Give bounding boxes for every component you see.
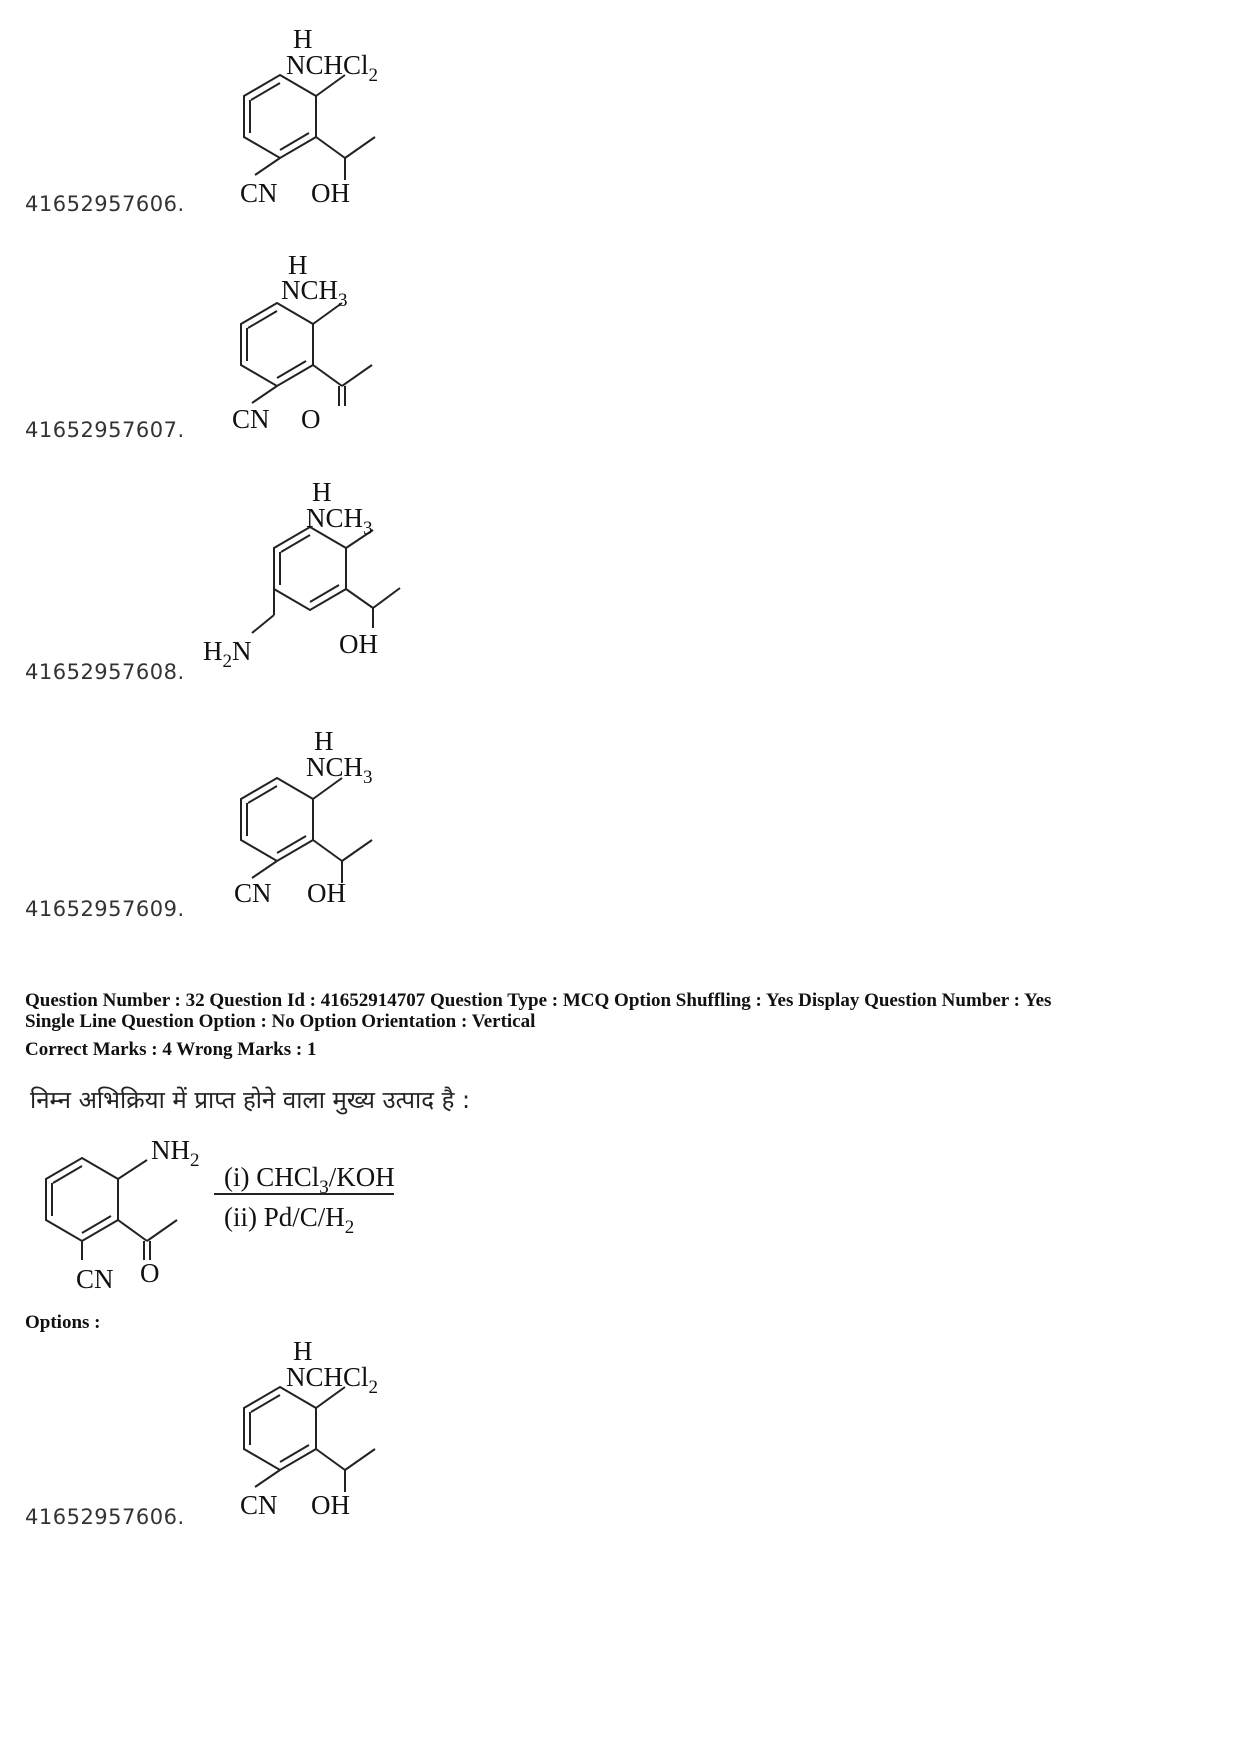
svg-text:NCHCl2 [286, 50, 378, 86]
svg-text:NCH3 [306, 752, 373, 788]
oh-group: OH [311, 1490, 350, 1520]
cn-group: CN [232, 404, 270, 434]
n-substituent: NCHCl [286, 50, 369, 80]
option-id: 41652957609. [25, 897, 185, 921]
svg-text:H2N [203, 636, 252, 672]
subscript: 3 [338, 290, 348, 311]
n-hydrogen: H [293, 24, 313, 54]
subscript: 2 [222, 651, 232, 672]
question-marks: Correct Marks : 4 Wrong Marks : 1 [25, 1039, 317, 1060]
svg-text:NCHCl2 [286, 1362, 378, 1398]
option-id: 41652957608. [25, 660, 185, 684]
n-substituent: NCH [306, 503, 364, 533]
subscript: 3 [363, 767, 373, 788]
cn-group: CN [240, 178, 278, 208]
subscript: 3 [319, 1177, 329, 1198]
cn-group: CN [76, 1264, 114, 1294]
subscript: 2 [344, 1217, 355, 1238]
svg-text:(ii) Pd/C/H2 [224, 1202, 354, 1238]
reagent-1-tail: /KOH [328, 1162, 395, 1192]
chemical-structure [192, 728, 452, 923]
ketone-oxygen: O [140, 1258, 160, 1288]
chemical-structure [195, 25, 455, 220]
cn-group: CN [234, 878, 272, 908]
question-text: निम्न अभिक्रिया में प्राप्त होने वाला मुख्य उत्पाद है : [30, 1086, 471, 1114]
subscript: 3 [363, 518, 373, 539]
benzene-ring [274, 527, 346, 610]
cn-group: CN [240, 1490, 278, 1520]
subscript: 2 [190, 1150, 200, 1171]
options-label: Options : [25, 1312, 101, 1333]
n-substituent: NCH [281, 275, 339, 305]
reagent-1: (i) CHCl [224, 1162, 320, 1192]
oh-group: OH [311, 178, 350, 208]
n-substituent: NCHCl [286, 1362, 369, 1392]
chemical-structure [192, 250, 452, 448]
reaction-scheme [22, 1130, 442, 1305]
benzene-ring [241, 778, 313, 861]
option-id: 41652957607. [25, 418, 185, 442]
question-meta-line1: Question Number : 32 Question Id : 41652914707 Question Type : MCQ Option Shuffling : Yes Display Question Number : Yes [25, 990, 1052, 1011]
benzene-ring [241, 303, 313, 386]
n-hydrogen: H [312, 477, 332, 507]
option-id: 41652957606. [25, 1505, 185, 1529]
n-substituent: NCH [306, 752, 364, 782]
amine-group: NH [151, 1135, 190, 1165]
svg-text:NCH3 [306, 503, 373, 539]
amine-h: H [203, 636, 223, 666]
subscript: 2 [368, 65, 379, 86]
n-hydrogen: H [314, 726, 334, 756]
amine-n: N [232, 636, 252, 666]
oh-group: OH [339, 629, 378, 659]
chemical-structure [195, 477, 455, 685]
reagent-2: (ii) Pd/C/H [224, 1202, 345, 1232]
benzene-ring [244, 75, 316, 158]
svg-text:NCH3 [281, 275, 348, 311]
subscript: 2 [368, 1377, 379, 1398]
n-hydrogen: H [288, 250, 308, 280]
n-hydrogen: H [293, 1336, 313, 1366]
oh-group: OH [307, 878, 346, 908]
svg-text:(i) CHCl3/KOH [224, 1162, 395, 1198]
benzene-ring [46, 1158, 118, 1241]
option-id: 41652957606. [25, 192, 185, 216]
svg-text:NH2 [151, 1135, 200, 1171]
chemical-structure [195, 1337, 455, 1532]
benzene-ring [244, 1387, 316, 1470]
question-meta-line2: Single Line Question Option : No Option Orientation : Vertical [25, 1011, 536, 1032]
ketone-oxygen: O [301, 404, 321, 434]
